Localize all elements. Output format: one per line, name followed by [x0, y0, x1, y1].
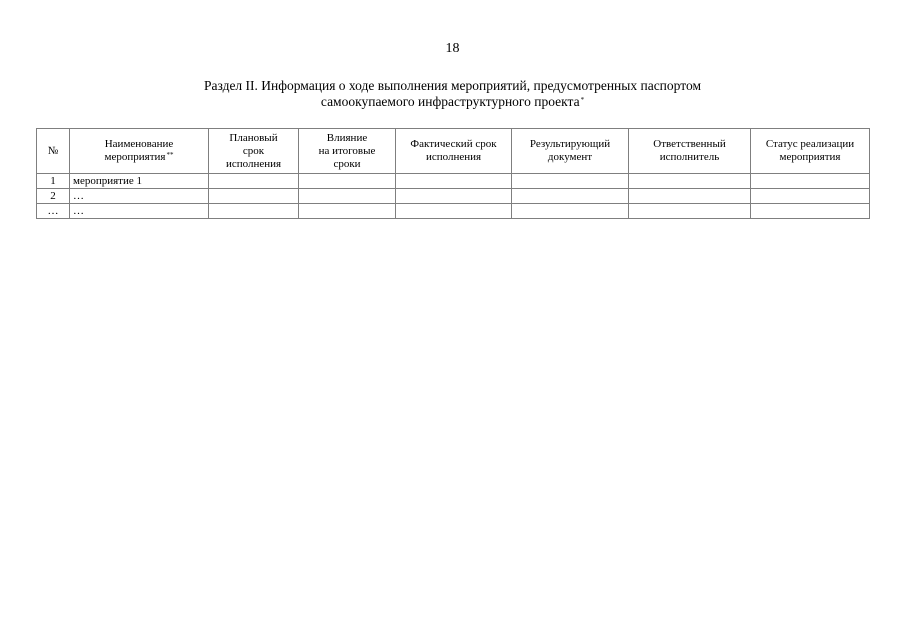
- column-header-planned-date: [209, 129, 299, 174]
- cell-status: [751, 204, 870, 219]
- column-header-result-line-1: Результирующий: [529, 138, 611, 150]
- cell-result: [512, 174, 629, 189]
- section-title: [120, 78, 785, 110]
- column-header-impact-line-3: сроки: [333, 157, 361, 170]
- cell-number: 1: [37, 174, 70, 189]
- cell-actual: [396, 174, 512, 189]
- column-header-actual-line-1: Фактический срок: [410, 138, 497, 150]
- cell-actual: [396, 189, 512, 204]
- column-header-impact: [299, 129, 396, 174]
- column-header-status-line-1: Статус реализации: [765, 138, 855, 150]
- section-title-line-2: [120, 94, 785, 110]
- cell-name: …: [70, 204, 209, 219]
- cell-planned: [209, 189, 299, 204]
- cell-number: 2: [37, 189, 70, 204]
- cell-impact: [299, 204, 396, 219]
- column-header-impact-line-1: Влияние: [326, 131, 368, 144]
- cell-actual: [396, 204, 512, 219]
- cell-result: [512, 189, 629, 204]
- cell-responsible: [629, 189, 751, 204]
- table-row: [37, 189, 870, 204]
- section-title-line-1: Раздел II. Информация о ходе выполнения мероприятий, предусмотренных паспортом: [203, 78, 701, 93]
- cell-responsible: [629, 174, 751, 189]
- table-row: [37, 174, 870, 189]
- column-header-responsible-line-2: исполнитель: [659, 151, 720, 163]
- cell-result: [512, 204, 629, 219]
- cell-planned: [209, 174, 299, 189]
- table-row: [37, 204, 870, 219]
- column-header-actual-date: [396, 129, 512, 174]
- column-header-name: [70, 129, 209, 174]
- cell-number: …: [37, 204, 70, 219]
- section-title-line-2-text: самоокупаемого инфраструктурного проекта: [320, 94, 580, 109]
- column-header-actual-line-2: исполнения: [425, 151, 482, 163]
- column-header-impact-line-2: на итоговые: [318, 144, 376, 157]
- column-header-name-line-1: Наименование: [104, 138, 174, 150]
- cell-impact: [299, 189, 396, 204]
- column-header-result-document: [512, 129, 629, 174]
- column-header-status: [751, 129, 870, 174]
- cell-impact: [299, 174, 396, 189]
- cell-status: [751, 189, 870, 204]
- column-header-name-line-2: мероприятия: [104, 151, 166, 163]
- cell-responsible: [629, 204, 751, 219]
- column-header-name-footnote: **: [166, 151, 174, 159]
- column-header-planned-line-3: исполнения: [225, 157, 282, 170]
- column-header-responsible-line-1: Ответственный: [653, 138, 726, 150]
- column-header-planned-line-2: срок: [242, 144, 265, 157]
- cell-name: мероприятие 1: [70, 174, 209, 189]
- page-number: 18: [445, 41, 460, 56]
- table-header-row: [37, 129, 870, 174]
- column-header-number: [37, 129, 70, 174]
- cell-name: …: [70, 189, 209, 204]
- column-header-planned-line-1: Плановый: [229, 131, 278, 144]
- column-header-number-text: №: [47, 144, 59, 157]
- events-table: [36, 128, 870, 219]
- footnote-mark: *: [580, 96, 585, 104]
- column-header-responsible: [629, 129, 751, 174]
- column-header-result-line-2: документ: [547, 151, 593, 163]
- column-header-status-line-2: мероприятия: [779, 151, 841, 163]
- cell-status: [751, 174, 870, 189]
- column-header-name-line-2-wrap: [73, 151, 205, 164]
- cell-planned: [209, 204, 299, 219]
